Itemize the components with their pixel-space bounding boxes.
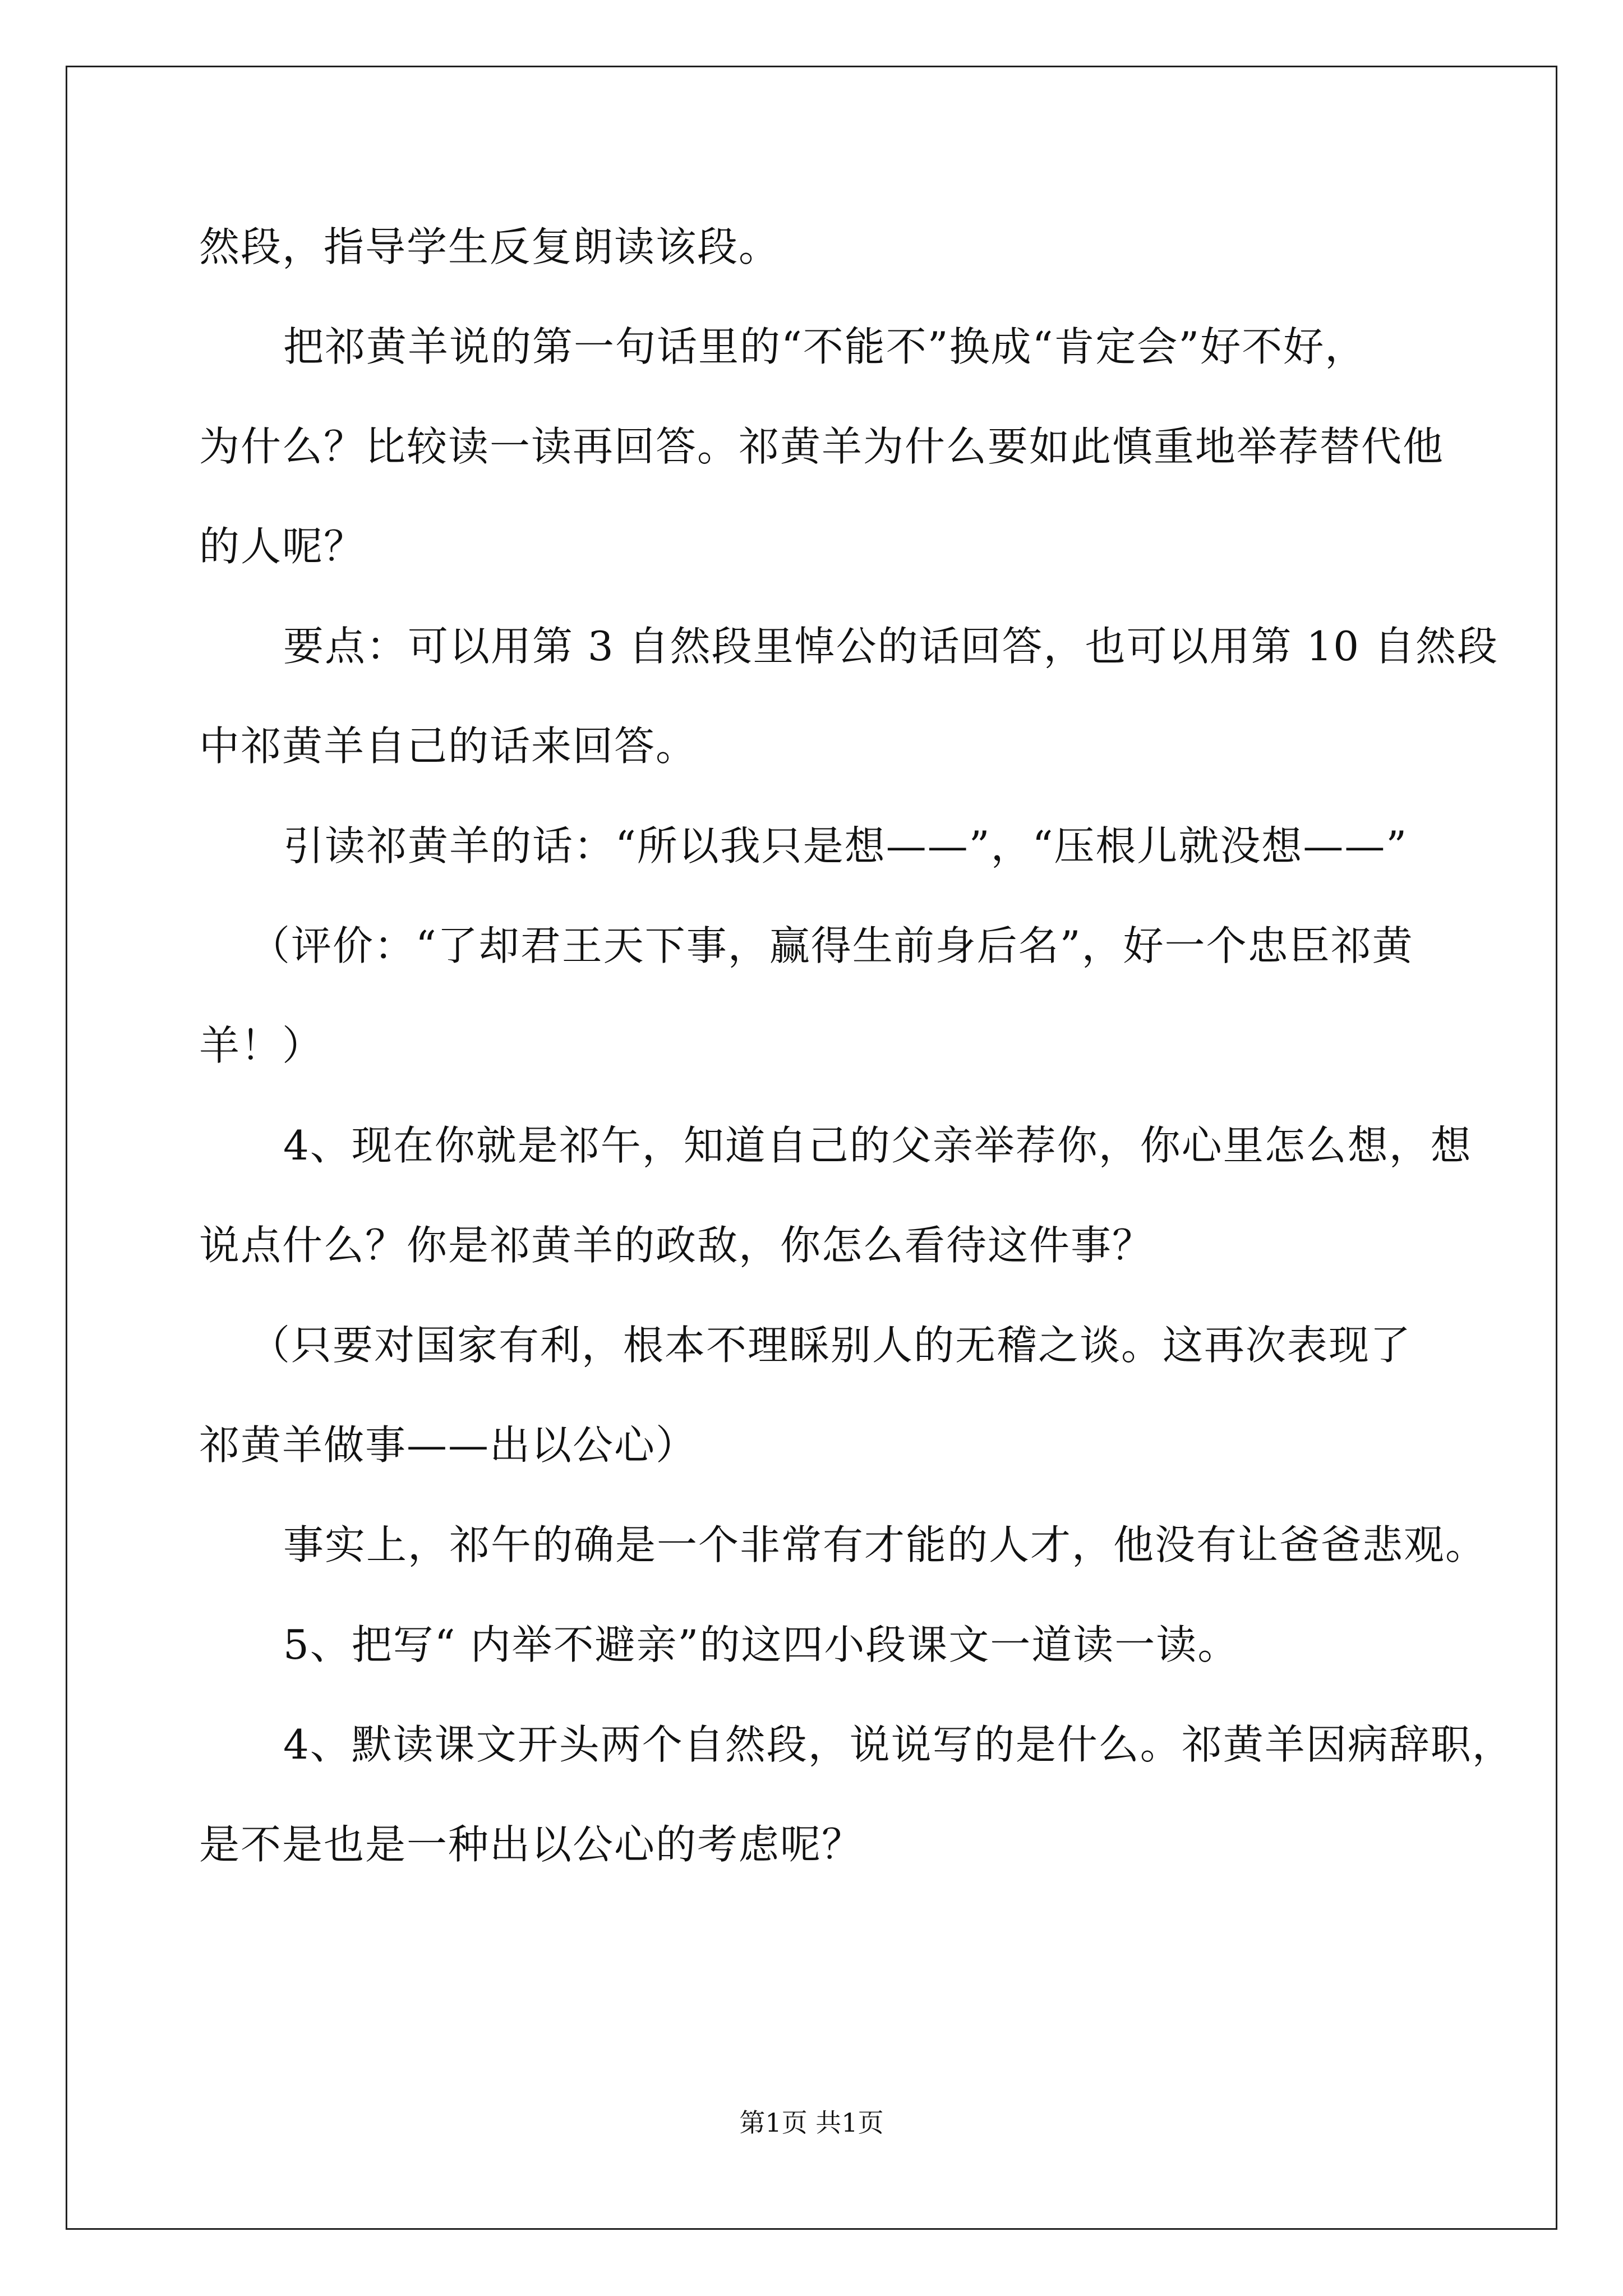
text-line: 要点：可以用第 3 自然段里悼公的话回答，也可以用第 10 自然段 (283, 623, 1498, 670)
text-line: 说点什么？你是祁黄羊的政敌，你怎么看待这件事？ (199, 1222, 1154, 1269)
text-line: （只要对国家有利，根本不理睬别人的无稽之谈。这再次表现了 (250, 1322, 1412, 1369)
text-line: （评价：“了却君王天下事，赢得生前身后名”，好一个忠臣祁黄 (250, 922, 1414, 969)
text-line: 祁黄羊做事——出以公心） (199, 1421, 698, 1469)
page-number: 第1页 共1页 (739, 2108, 884, 2138)
text-line: 事实上，祁午的确是一个非常有才能的人才，他没有让爸爸悲观。 (283, 1521, 1487, 1568)
text-line: 为什么？比较读一读再回答。祁黄羊为什么要如此慎重地举荐替代他 (199, 423, 1445, 470)
text-line: 把祁黄羊说的第一句话里的“不能不”换成“肯定会”好不好， (283, 323, 1367, 370)
text-line: 羊！） (199, 1022, 324, 1069)
text-line: 然段，指导学生反复朗读该段。 (199, 223, 781, 270)
document-body (199, 219, 1514, 1916)
text-line: 4、默读课文开头两个自然段，说说写的是什么。祁黄羊因病辞职， (283, 1721, 1514, 1768)
text-line: 5、把写“ 内举不避亲”的这四小段课文一道读一读。 (283, 1621, 1239, 1668)
text-line: 是不是也是一种出以公心的考虑呢？ (199, 1821, 864, 1868)
text-line: 4、现在你就是祁午，知道自己的父亲举荐你，你心里怎么想，想 (283, 1122, 1472, 1169)
text-line: 中祁黄羊自己的话来回答。 (199, 723, 698, 770)
text-line: 的人呢？ (199, 523, 366, 570)
text-line: 引读祁黄羊的话：“所以我只是想——”，“压根儿就没想——” (283, 822, 1408, 869)
